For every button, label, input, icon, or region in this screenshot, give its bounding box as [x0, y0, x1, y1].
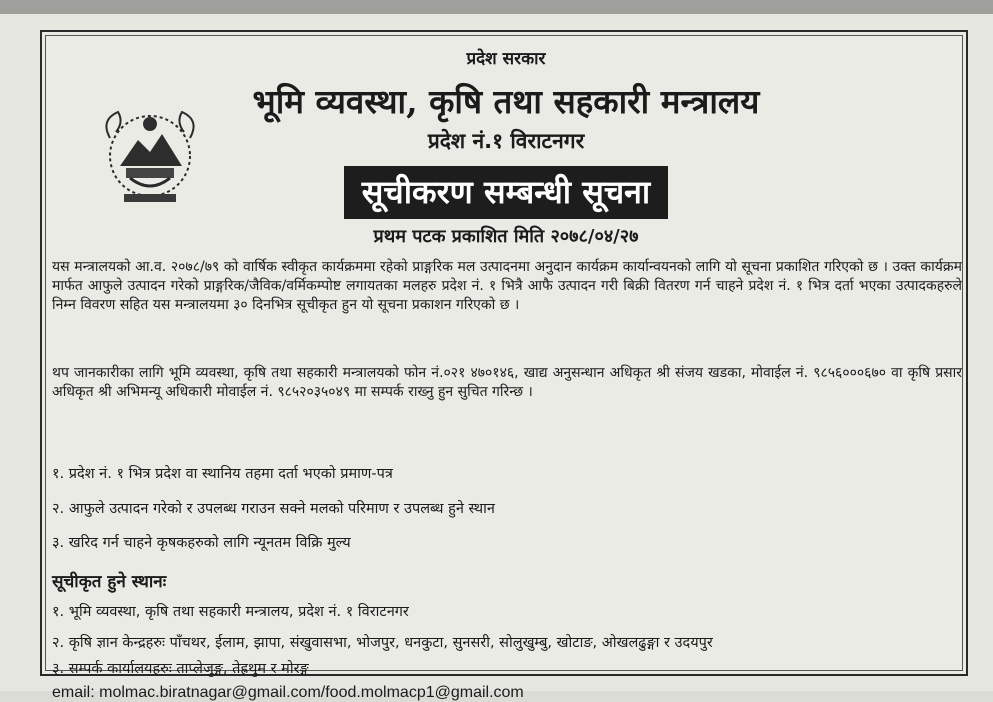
- requirement-item: ३. खरिद गर्न चाहने कृषकहरुको लागि न्यूनतम विक्रि मुल्य: [52, 535, 351, 551]
- paragraph-intro: यस मन्त्रालयको आ.व. २०७८/७९ को वार्षिक स्वीकृत कार्यक्रममा रहेको प्राङ्गरिक मल उत्पादनमा अनुदान कार्यक्रम कार्यान्वयनको लागि यो सूचना प्रकाशित गरिएको छ । उक्त कार्यक्रम मार्फत आफुले उत्पादन गरेको प्राङ्गरिक/जैविक/वर्मिकम्पोष्ट लगायतका मलहरु प्रदेश नं. १ भित्रै आफै उत्पादन गरी बिक्री वितरण गर्न चाहने प्रदेश नं. १ भित्र दर्ता भएका उत्पादकहरुले निम्न विवरण सहित यस मन्त्रालयमा ३० दिनभित्र सूचीकृत हुन यो सूचना प्रकाशन गरिएको छ ।: [52, 259, 962, 313]
- publication-date: प्रथम पटक प्रकाशित मिति २०७८/०४/२७: [373, 226, 639, 247]
- requirement-item: १. प्रदेश नं. १ भित्र प्रदेश वा स्थानिय तहमा दर्ता भएको प्रमाण-पत्र: [52, 466, 393, 482]
- location-item: १. भूमि व्यवस्था, कृषि तथा सहकारी मन्त्रालय, प्रदेश नं. १ विराटनगर: [52, 604, 409, 620]
- government-label: प्रदेश सरकार: [466, 49, 546, 69]
- requirement-item: २. आफुले उत्पादन गरेको र उपलब्ध गराउन सक्ने मलको परिमाण र उपलब्ध हुने स्थान: [52, 501, 495, 517]
- paragraph-contact: थप जानकारीका लागि भूमि व्यवस्था, कृषि तथा सहकारी मन्त्रालयको फोन नं.०२१ ४७०१४६, खाद्य अनुसन्धान अधिकृत श्री संजय खडका, मोवाईल नं. ९८५६०००६७० वा कृषि प्रसार अधिकृत श्री अभिमन्यू अधिकारी मोवाईल नं. ९८५२०३५०४९ मा सम्पर्क राख्नु हुन सुचित गरिन्छ ।: [52, 365, 962, 400]
- locations-heading: सूचीकृत हुने स्थानः: [52, 572, 167, 592]
- province-address: प्रदेश नं.१ विराटनगर: [427, 129, 585, 153]
- location-item: २. कृषि ज्ञान केन्द्रहरुः पाँचथर, ईलाम, झापा, संखुवासभा, भोजपुर, धनकुटा, सुनसरी, सोलुखुम्बु, खोटाङ, ओखलढुङ्गा र उदयपुर: [52, 635, 713, 651]
- page-edge-strip: [0, 0, 993, 14]
- email-contact: email: molmac.biratnagar@gmail.com/food.molmacp1@gmail.com: [52, 684, 524, 701]
- notice-title: सूचीकरण सम्बन्धी सूचना: [344, 166, 668, 219]
- location-item: ३. सम्पर्क कार्यालयहरुः ताप्लेजुङ्ग, तेह्रथुम र मोरङ्ग: [52, 661, 309, 677]
- notice-box: [40, 30, 968, 701]
- ministry-name: भूमि व्यवस्था, कृषि तथा सहकारी मन्त्रालय: [252, 82, 760, 121]
- notice-title-wrap: [42, 166, 970, 219]
